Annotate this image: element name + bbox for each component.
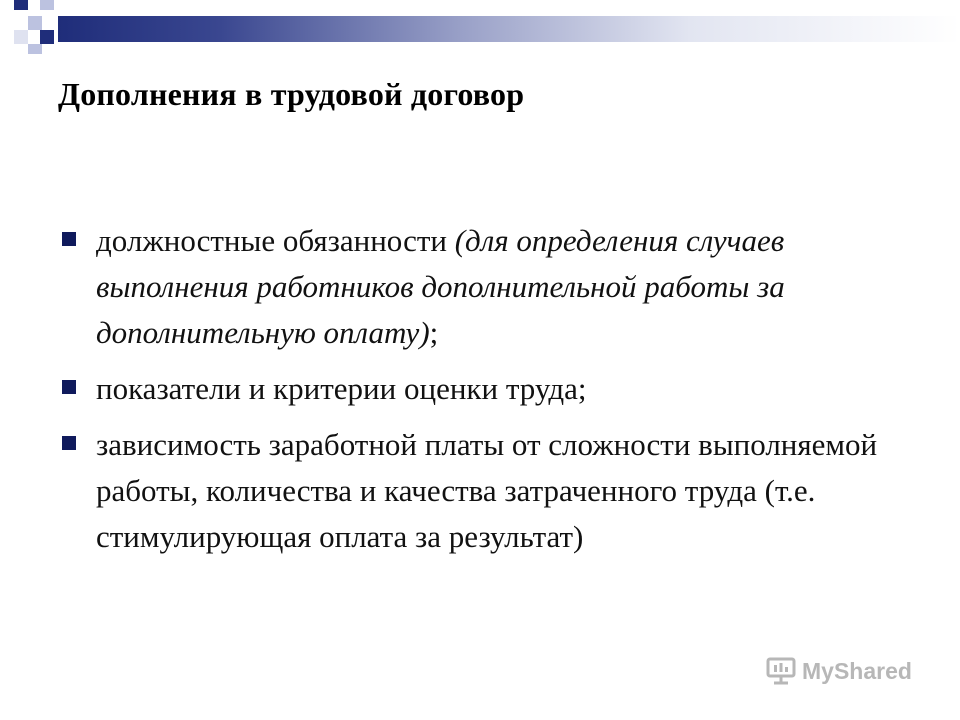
bullet-text: ; <box>429 315 439 350</box>
header-gradient-bar <box>58 16 960 42</box>
bullet-item <box>62 218 902 356</box>
square-bullet-icon <box>62 436 76 450</box>
decor-square-4 <box>14 30 28 44</box>
decor-square-3 <box>28 16 42 30</box>
square-bullet-icon <box>62 380 76 394</box>
bullet-item <box>62 366 902 412</box>
bullet-text-italic: (для определения случаев выполнения работников дополнительной работы за дополнительную оплату) <box>96 223 785 350</box>
slide-title: Дополнения в трудовой договор <box>58 76 525 112</box>
decor-square-1 <box>14 0 28 10</box>
bullet-text: зависимость заработной платы от сложности выполняемой работы, количества и качества затраченного труда (т.е. стимулирующая оплата за результат) <box>96 427 878 554</box>
decor-square-6 <box>28 44 42 54</box>
bullet-item <box>62 422 902 560</box>
decor-square-2 <box>40 0 54 10</box>
watermark-text: MyShared <box>802 657 912 684</box>
decor-square-5 <box>40 30 54 44</box>
presentation-board-icon <box>766 656 796 686</box>
bullet-text: должностные обязанности <box>96 223 455 258</box>
bullet-list <box>62 218 902 570</box>
watermark <box>766 656 912 686</box>
bullet-text: показатели и критерии оценки труда; <box>96 371 587 406</box>
square-bullet-icon <box>62 232 76 246</box>
